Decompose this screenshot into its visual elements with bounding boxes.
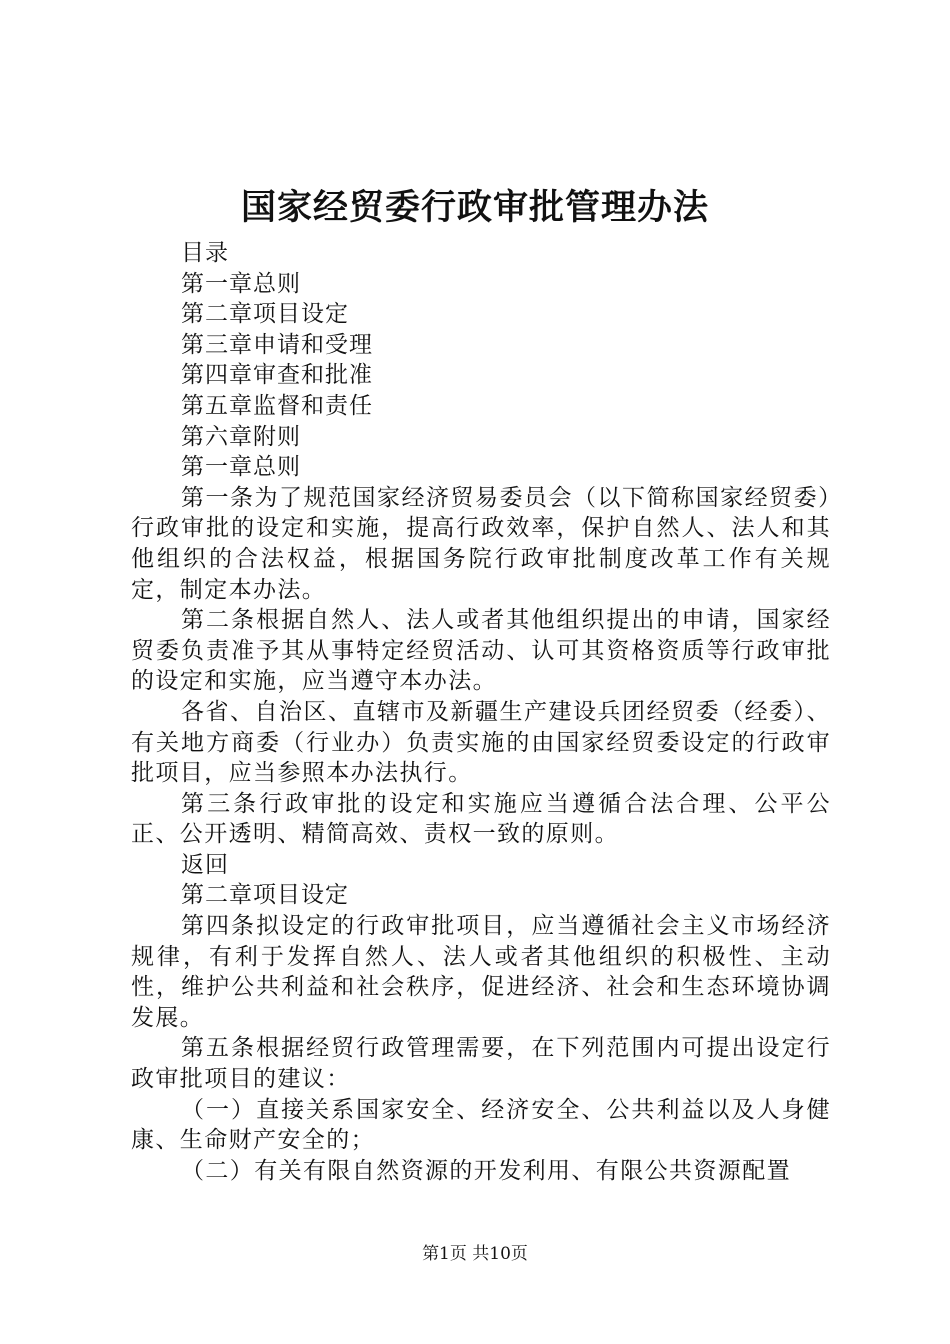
toc-item-chapter-1[interactable]: 第一章总则 [181,270,301,297]
toc-heading: 目录 [181,240,229,266]
article-5-item-1: （一）直接关系国家安全、经济安全、公共利益以及人身健康、生命财产安全的； [131,1096,831,1154]
toc-item-chapter-6[interactable]: 第六章附则 [181,423,301,450]
article-2-supplement-paragraph: 各省、自治区、直辖市及新疆生产建设兵团经贸委（经委）、有关地方商委（行业办）负责实施的由国家经贸委设定的行政审批项目，应当参照本办法执行。 [131,698,831,787]
article-2-paragraph: 第二条根据自然人、法人或者其他组织提出的申请，国家经贸委负责准予其从事特定经贸活动、认可其资格资质等行政审批的设定和实施，应当遵守本办法。 [131,607,831,695]
page-indicator: 第1页 共10页 [422,1244,528,1264]
document-title: 国家经贸委行政审批管理办法 [240,187,709,228]
toc-item-chapter-5[interactable]: 第五章监督和责任 [181,392,373,419]
article-4-paragraph: 第四条拟设定的行政审批项目，应当遵循社会主义市场经济规律，有利于发挥自然人、法人或者其他组织的积极性、主动性，维护公共利益和社会秩序，促进经济、社会和生态环境协调发展。 [131,913,831,1031]
article-5-paragraph: 第五条根据经贸行政管理需要，在下列范围内可提出设定行政审批项目的建议： [131,1035,831,1093]
article-5-item-2: （二）有关有限自然资源的开发利用、有限公共资源配置 [181,1157,791,1184]
chapter-1-heading: 第一章总则 [181,454,301,481]
document-body [131,238,831,1186]
back-link[interactable]: 返回 [181,851,229,878]
chapter-2-heading: 第二章项目设定 [181,882,349,909]
toc-item-chapter-3[interactable]: 第三章申请和受理 [181,331,373,358]
article-1-paragraph: 第一条为了规范国家经济贸易委员会（以下简称国家经贸委）行政审批的设定和实施，提高行政效率，保护自然人、法人和其他组织的合法权益，根据国务院行政审批制度改革工作有关规定，制定本办法。 [131,484,831,603]
toc-item-chapter-4[interactable]: 第四章审查和批准 [181,362,373,389]
article-3-paragraph: 第三条行政审批的设定和实施应当遵循合法合理、公平公正、公开透明、精简高效、责权一致的原则。 [131,790,831,848]
toc-item-chapter-2[interactable]: 第二章项目设定 [181,301,349,328]
